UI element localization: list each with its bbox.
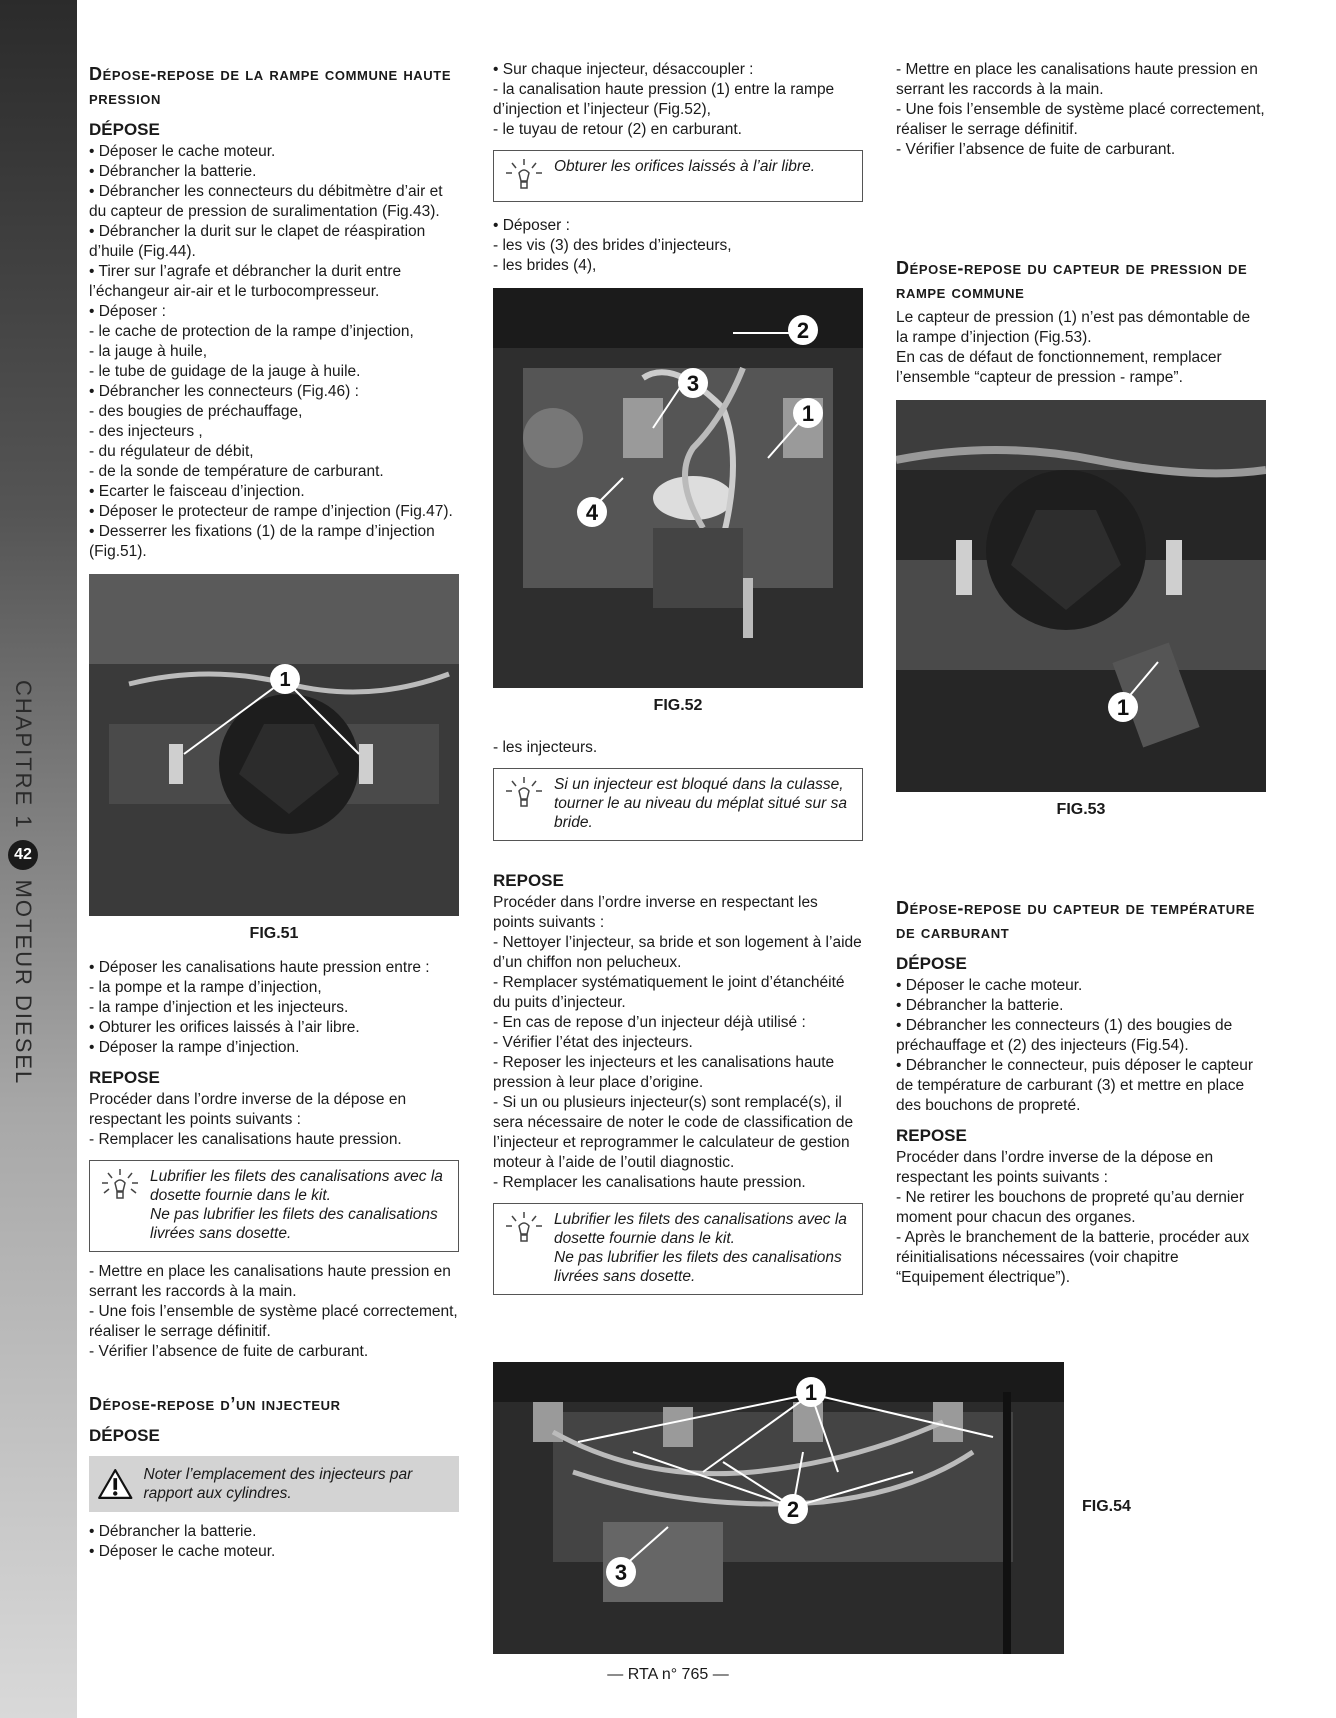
repose-heading: REPOSE xyxy=(89,1068,160,1087)
fig54-label-3: 3 xyxy=(614,1560,628,1585)
column-1 xyxy=(89,62,459,1562)
fig54-photo xyxy=(493,1362,1064,1654)
lubrication-note-2 xyxy=(493,1203,863,1295)
depose-heading: DÉPOSE xyxy=(89,120,160,139)
section-title-injecteur: Dépose-repose d’un injecteur xyxy=(89,1394,341,1414)
warning-box xyxy=(89,1456,459,1512)
repose-capteur-temperature: Procéder dans l’ordre inverse de la dépose en respectant les points suivants : - Ne retirer les bouchons de propreté qu’au dernier moment pour chacun des organes. - Après le branchement de la batterie, procéder aux réinitialisations nécessaires (voir chapitre “Equipement électrique”). xyxy=(896,1149,1250,1286)
obturer-note xyxy=(493,150,863,202)
depose-instructions: • Déposer le cache moteur. • Débrancher la batterie. • Débrancher les connecteurs du débitmètre d’air et du capteur de pression de suralimentation (Fig.43). • Débrancher la durit sur le clapet de réaspiration d’huile (Fig.44). • Tirer sur l’agrafe et débrancher la durit entre l’échangeur air-air et le turbocompresseur. • Déposer : - le cache de protection de la rampe d’injection, - la jauge à huile, - le tube de guidage de la jauge à huile. • Débrancher les connecteurs (Fig.46) : - des bougies de préchauffage, - des injecteurs , - du régulateur de débit, - de la sonde de température de carburant. • Ecarter le faisceau d’injection. • Déposer le protecteur de rampe d’injection (Fig.47). • Desserrer les fixations (1) de la rampe d’injection (Fig.51). xyxy=(89,143,453,560)
section-title-rampe: Dépose-repose de la rampe commune haute pression xyxy=(89,64,452,108)
capteur-pression-text: Le capteur de pression (1) n’est pas démontable de la rampe d’injection (Fig.53). En cas de défaut de fonctionnement, remplacer l’ensemble “capteur de pression - rampe”. xyxy=(896,309,1251,386)
section-title-capteur-pression: Dépose-repose du capteur de pression de rampe commune xyxy=(896,258,1248,302)
fig54-label-1: 1 xyxy=(804,1380,818,1405)
chapter-title: CHAPITRE 1 xyxy=(11,680,36,830)
repose-instructions: Procéder dans l’ordre inverse de la dépose en respectant les points suivants : - Remplacer les canalisations haute pression. xyxy=(89,1091,407,1148)
chapter-sidebar xyxy=(0,0,77,1718)
injecteur-desaccoupler: • Sur chaque injecteur, désaccoupler : - la canalisation haute pression (1) entre la rampe d’injection et l’injecteur (Fig.52), - le tuyau de retour (2) en carburant. xyxy=(493,61,835,138)
fig54-caption: FIG.54 xyxy=(1082,1498,1131,1515)
chapter-label xyxy=(8,680,38,1085)
fig53-photo xyxy=(896,400,1266,792)
warning-text: Noter l’emplacement des injecteurs par rapport aux cylindres. xyxy=(143,1466,413,1502)
fig52-label-2: 2 xyxy=(796,318,810,343)
repose-heading-3: REPOSE xyxy=(896,1126,967,1145)
deposer-injecteurs: - les injecteurs. xyxy=(493,739,598,756)
fig52-photo xyxy=(493,288,863,688)
section-title: MOTEUR DIESEL xyxy=(11,879,36,1086)
lubrication-note xyxy=(89,1160,459,1252)
deposer-vis-brides: • Déposer : - les vis (3) des brides d’injecteurs, - les brides (4), xyxy=(493,217,732,274)
depose-heading-3: DÉPOSE xyxy=(896,954,967,973)
column-2 xyxy=(493,60,863,1305)
fig51-photo xyxy=(89,574,459,916)
fig53-caption: FIG.53 xyxy=(1056,801,1106,818)
fig53-label: 1 xyxy=(1116,695,1130,720)
repose-instructions-2: - Mettre en place les canalisations haute pression en serrant les raccords à la main. - Une fois l’ensemble de système placé correctement, réaliser le serrage définitif. - Vérifier l’absence de fuite de carburant. xyxy=(89,1263,458,1360)
obturer-note-text: Obturer les orifices laissés à l’air libre. xyxy=(554,158,816,175)
injecteur-bloque-note xyxy=(493,768,863,841)
fig51-label: 1 xyxy=(279,669,291,691)
depose-capteur-temperature: • Déposer le cache moteur. • Débrancher la batterie. • Débrancher les connecteurs (1) des bougies de préchauffage et (2) des injecteurs (Fig.54). • Débrancher le connecteur, puis déposer le capteur de température de carburant (3) et mettre en place des bouchons de propreté. xyxy=(896,977,1253,1114)
repose-heading-2: REPOSE xyxy=(493,871,564,890)
fig52-label-1: 1 xyxy=(801,401,815,426)
warning-triangle-icon xyxy=(97,1462,134,1506)
column-3 xyxy=(896,60,1266,1288)
lubrication-note-text: Lubrifier les filets des canalisations avec la dosette fournie dans le kit. Ne pas lubrifier les filets des canalisations livrées sans dosette. xyxy=(150,1168,443,1242)
depose-injecteur-instructions: • Débrancher la batterie. • Déposer le cache moteur. xyxy=(89,1523,276,1560)
mise-en-place-canalisations: - Mettre en place les canalisations haute pression en serrant les raccords à la main. - Une fois l’ensemble de système placé correctement, réaliser le serrage définitif. - Vérifier l’absence de fuite de carburant. xyxy=(896,61,1265,158)
lubrication-note-2-text: Lubrifier les filets des canalisations avec la dosette fournie dans le kit. Ne pas lubrifier les filets des canalisations livrées sans dosette. xyxy=(554,1211,847,1285)
fig52-label-3: 3 xyxy=(686,371,700,396)
depose-instructions-2: • Déposer les canalisations haute pression entre : - la pompe et la rampe d’injection, - la rampe d’injection et les injecteurs. • Obturer les orifices laissés à l’air libre. • Déposer la rampe d’injection. xyxy=(89,959,430,1056)
section-title-capteur-temperature: Dépose-repose du capteur de température de carburant xyxy=(896,898,1256,942)
repose-injecteur-instructions: Procéder dans l’ordre inverse en respectant les points suivants : - Nettoyer l’injecteur, sa bride et son logement à l’aide d’un chiffon non pelucheux. - Remplacer systématiquement le joint d’étanchéité du puits d’injecteur. - En cas de repose d’un injecteur déjà utilisé : - Vérifier l’état des injecteurs. - Reposer les injecteurs et les canalisations haute pression à leur place d’origine. - Si un ou plusieurs injecteur(s) sont remplacé(s), il sera nécessaire de noter le code de classification de l’injecteur et reprogrammer le calculateur de gestion moteur à l’aide de l’outil diagnostic. - Remplacer les canalisations haute pression. xyxy=(493,894,862,1191)
depose-heading-2: DÉPOSE xyxy=(89,1426,160,1445)
page-footer: — RTA n° 765 — xyxy=(607,1666,729,1683)
injecteur-bloque-note-text: Si un injecteur est bloqué dans la culasse, tourner le au niveau du méplat situé sur sa bride. xyxy=(554,776,847,831)
lightbulb-icon xyxy=(502,1210,546,1246)
page-number-badge: 42 xyxy=(8,840,38,870)
fig52-caption: FIG.52 xyxy=(653,697,703,714)
fig52-label-4: 4 xyxy=(585,500,599,525)
fig51-caption: FIG.51 xyxy=(249,925,299,942)
lightbulb-icon xyxy=(502,157,546,193)
lightbulb-icon xyxy=(502,775,546,811)
lightbulb-icon xyxy=(98,1167,142,1203)
fig54-label-2: 2 xyxy=(786,1497,800,1522)
